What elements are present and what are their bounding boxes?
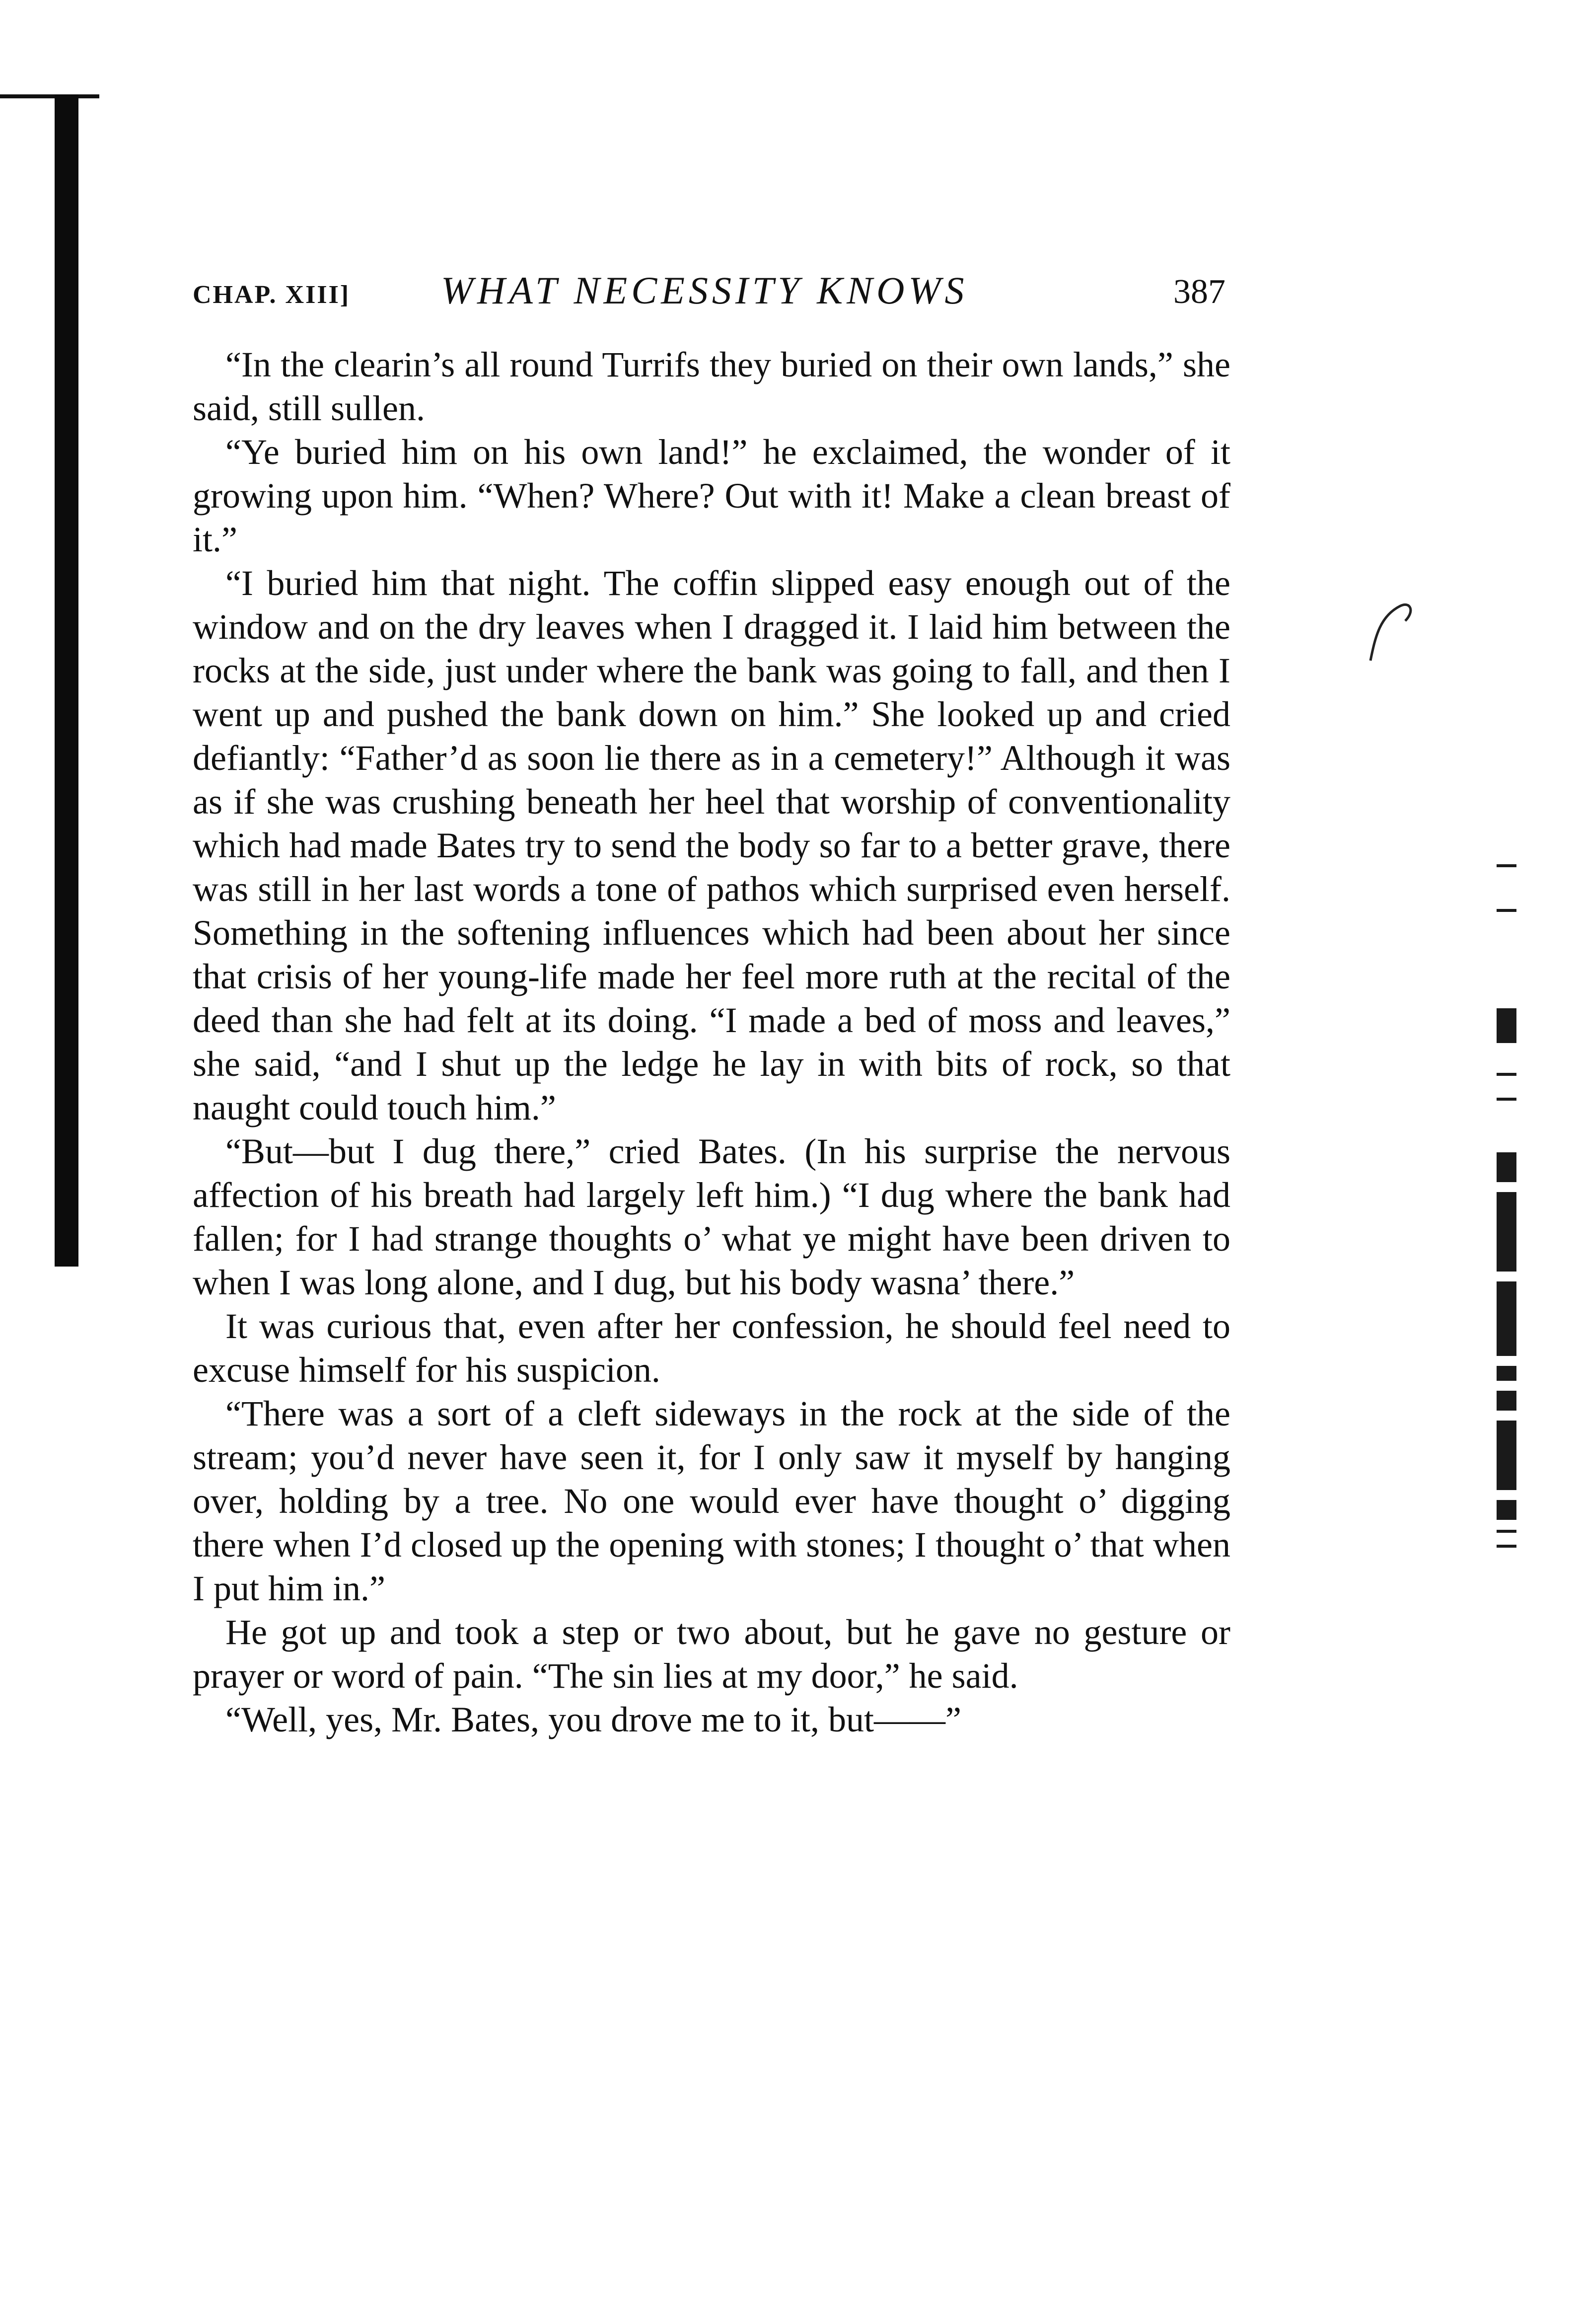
paragraph: It was curious that, even after her confession, he should feel need to excuse himself for his suspicion.	[193, 1306, 1230, 1390]
edge-mark	[1497, 1192, 1516, 1272]
edge-mark	[1497, 1366, 1516, 1381]
binding-shadow	[55, 94, 78, 1267]
paragraph: He got up and took a step or two about, but he gave no gesture or prayer or word of pain. “The sin lies at my door,” he said.	[193, 1612, 1230, 1696]
edge-mark	[1497, 1008, 1516, 1043]
paragraph: “I buried him that night. The coffin slipped easy enough out of the window and on the dry leaves when I dragged it. I laid him between the rocks at the side, just under where the bank was going to fall, and then I went up and pushed the bank down on him.” She looked up and cried defiantly: “Father’d as soon lie there as in a cemetery!” Although it was as if she was crushing beneath her heel that worship of conventionality which had made Bates try to send the body so far to a better grave, there was still in her last words a tone of pathos which surprised even herself. Something in the softening influences which had been about her since that crisis of her young-life made her feel more ruth at the recital of the deed than she had felt at its doing. “I made a bed of moss and leaves,” she said, “and I shut up the ledge he lay in with bits of rock, so that naught could touch him.”	[193, 563, 1230, 1127]
running-header	[193, 268, 1225, 328]
page-edge-marks	[1497, 864, 1516, 1649]
paragraph: “There was a sort of a cleft sideways in the rock at the side of the stream; you’d never have seen it, for I only saw it myself by hanging over, holding by a tree. No one would ever have thought o’ digging there when I’d closed up the opening with stones; I thought o’ that when I put him in.”	[193, 1394, 1230, 1608]
edge-mark	[1497, 1281, 1516, 1356]
edge-mark	[1497, 1421, 1516, 1490]
binding-edge-rule	[0, 94, 99, 98]
edge-mark	[1497, 1545, 1516, 1548]
pencil-mark-icon	[1361, 596, 1420, 666]
paragraph: “Ye buried him on his own land!” he exclaimed, the wonder of it growing upon him. “When? Where? Out with it! Make a clean breast of it.”	[193, 432, 1230, 559]
running-title: WHAT NECESSITY KNOWS	[441, 269, 968, 312]
page-body	[193, 343, 1230, 1741]
paragraph: “But—but I dug there,” cried Bates. (In his surprise the nervous affection of his breath had largely left him.) “I dug where the bank had fallen; for I had strange thoughts o’ what ye might have been driven to when I was long alone, and I dug, but his body wasna’ there.”	[193, 1131, 1230, 1302]
edge-mark	[1497, 1098, 1516, 1101]
edge-mark	[1497, 1391, 1516, 1411]
paragraph: “Well, yes, Mr. Bates, you drove me to it, but——”	[225, 1700, 961, 1739]
edge-mark	[1497, 1500, 1516, 1520]
edge-mark	[1497, 1530, 1516, 1533]
chapter-label: CHAP. XIII]	[193, 281, 351, 309]
page-number: 387	[1173, 273, 1225, 311]
edge-mark	[1497, 864, 1516, 867]
edge-mark	[1497, 909, 1516, 912]
edge-mark	[1497, 1152, 1516, 1182]
edge-mark	[1497, 1073, 1516, 1076]
paragraph: “In the clearin’s all round Turrifs they buried on their own lands,” she said, still sullen.	[193, 345, 1230, 428]
